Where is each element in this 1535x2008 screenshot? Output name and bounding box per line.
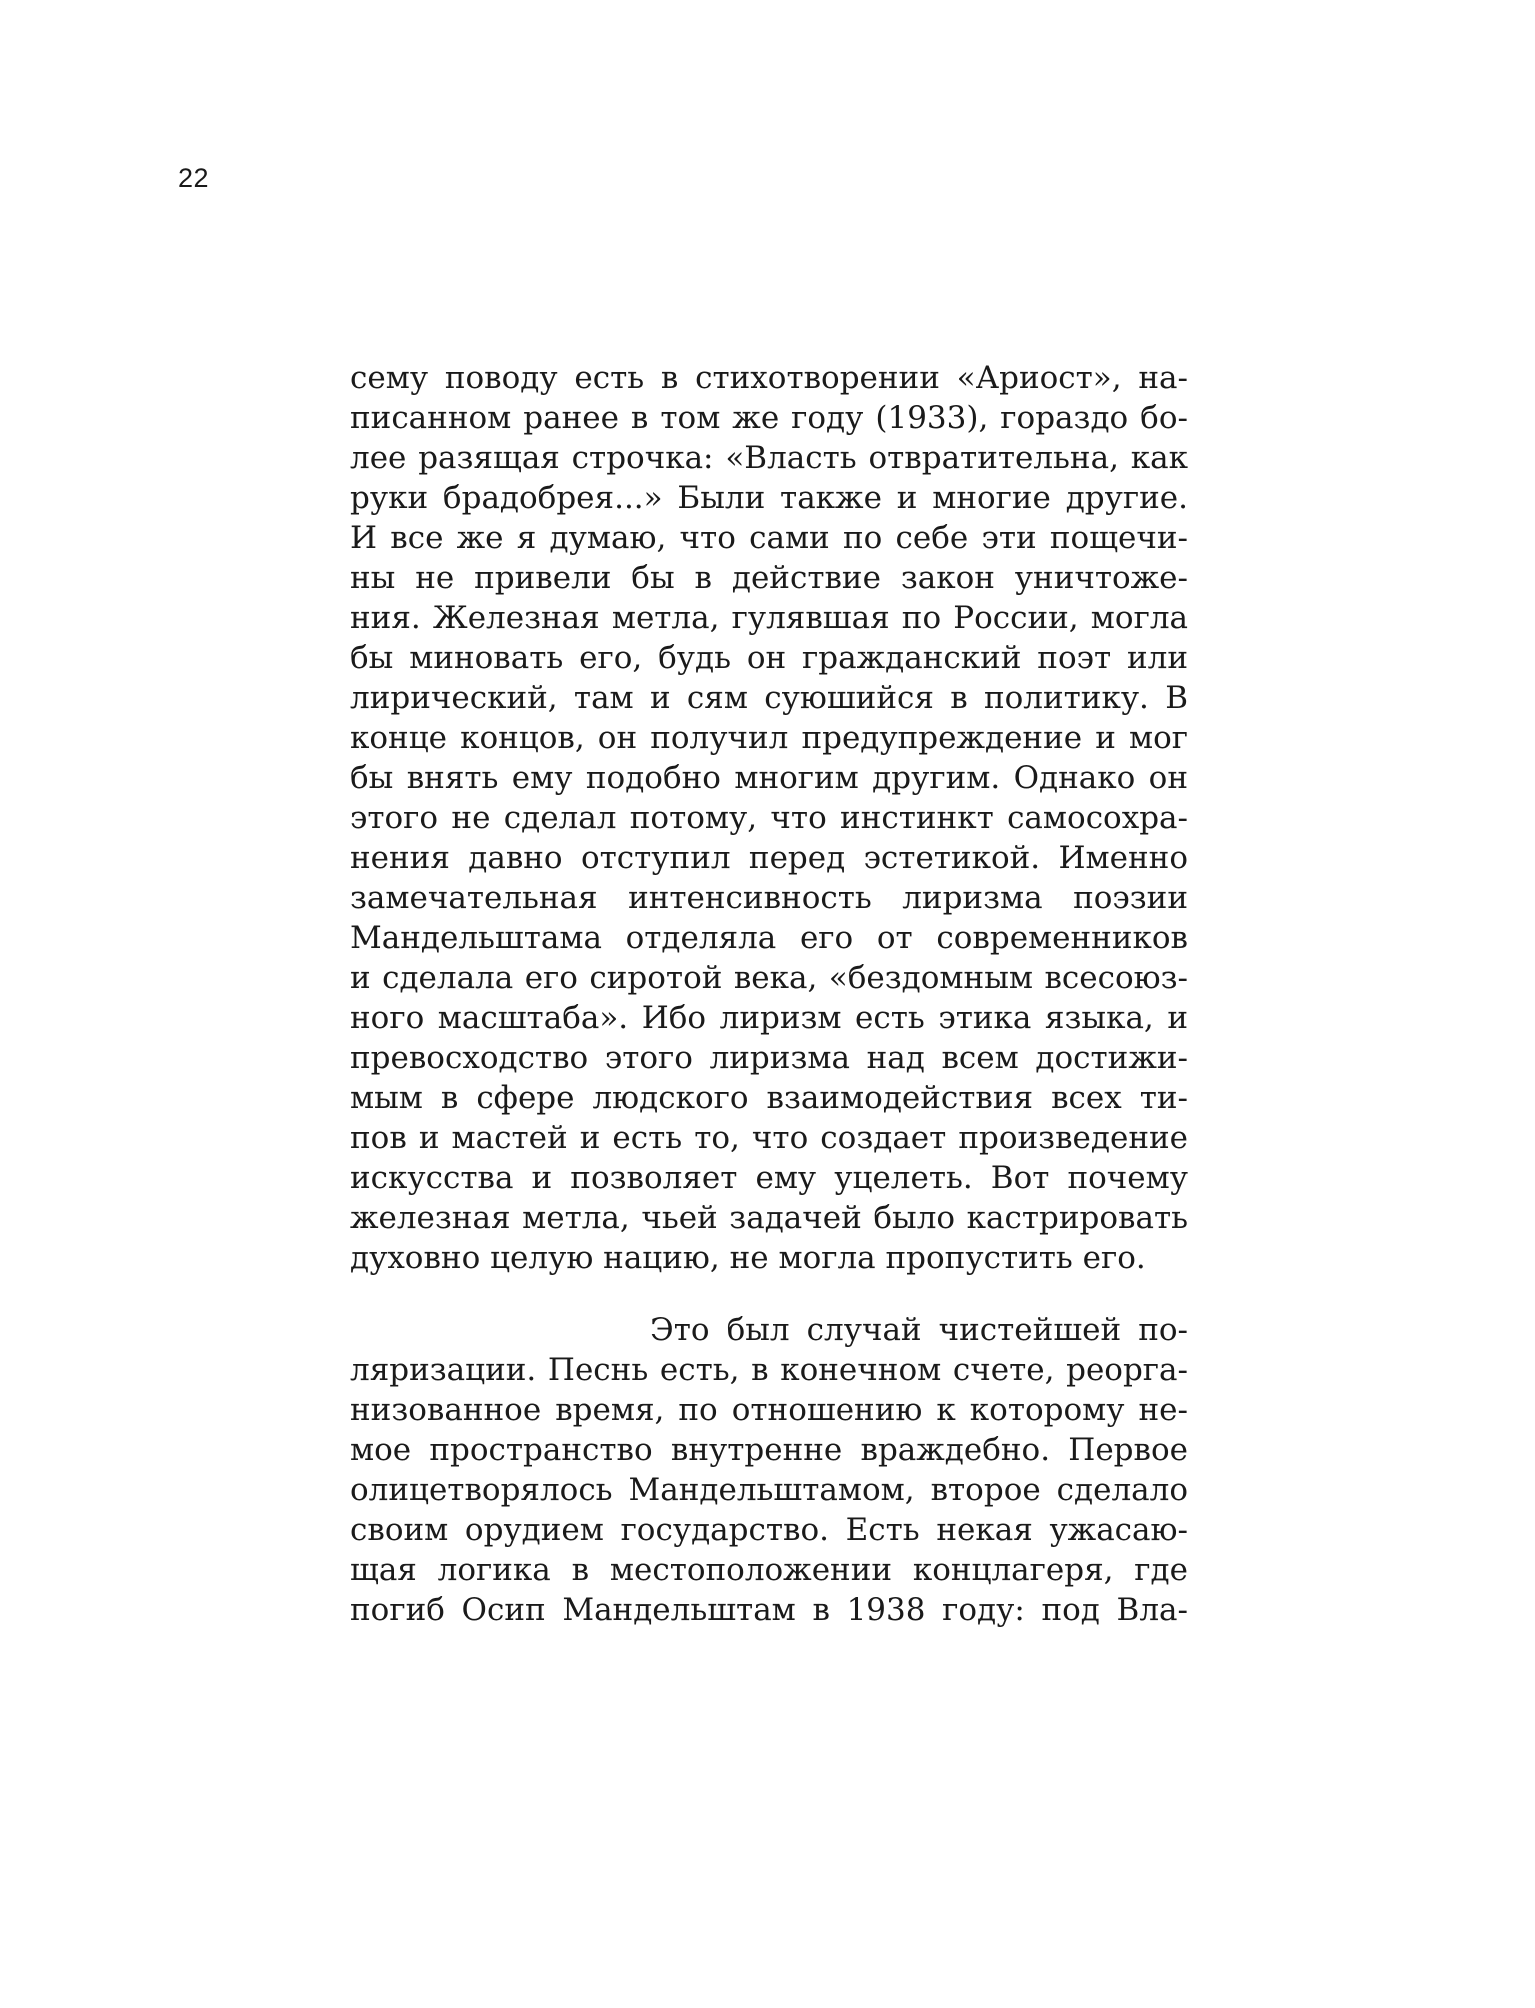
text-line: этого не сделал потому, что инстинкт самосохра- [350,800,1188,836]
text-line: низованное время, по отношению к которому не- [350,1392,1188,1428]
text-line: бы миновать его, будь он гражданский поэт или [350,640,1188,676]
text-line: лее разящая строчка: «Власть отвратительна, как [350,440,1188,476]
text-line: Мандельштама отделяла его от современников [350,920,1188,956]
text-line: нения давно отступил перед эстетикой. Именно [350,840,1188,876]
text-line: железная метла, чьей задачей было кастрировать [350,1200,1188,1236]
text-line: олицетворялось Мандельштамом, второе сделало [350,1472,1188,1508]
text-line: пов и мастей и есть то, что создает произведение [350,1120,1188,1156]
text-line: ны не привели бы в действие закон уничтоже- [350,560,1188,596]
text-line: щая логика в местоположении концлагеря, где [350,1552,1188,1588]
text-line: сему поводу есть в стихотворении «Ариост», на- [350,360,1188,396]
text-line: искусства и позволяет ему уцелеть. Вот почему [350,1160,1188,1196]
text-line: ного масштаба». Ибо лиризм есть этика языка, и [350,1000,1188,1036]
text-line: и сделала его сиротой века, «бездомным всесоюз- [350,960,1188,996]
text-line: ния. Железная метла, гулявшая по России, могла [350,600,1188,636]
text-line: лирический, там и сям суюшийся в политику. В [350,680,1188,716]
page-number: 22 [178,163,210,193]
text-line: погиб Осип Мандельштам в 1938 году: под Вла- [350,1592,1188,1628]
text-line: замечательная интенсивность лиризма поэзии [350,880,1188,916]
text-line: духовно целую нацию, не могла пропустить его. [350,1240,1146,1276]
text-line: своим орудием государство. Есть некая ужасаю- [350,1512,1188,1548]
text-line: бы внять ему подобно многим другим. Однако он [350,760,1188,796]
text-line: мое пространство внутренне враждебно. Первое [350,1432,1188,1468]
paragraph-1 [350,358,1188,1278]
text-line: мым в сфере людского взаимодействия всех ти- [350,1080,1188,1116]
text-line: превосходство этого лиризма над всем достижи- [350,1040,1188,1076]
paragraph-2 [350,1310,1188,1630]
text-line: писанном ранее в том же году (1933), гораздо бо- [350,400,1188,436]
text-line: руки брадобрея...» Были также и многие другие. [350,480,1188,516]
text-line: И все же я думаю, что сами по себе эти пощечи- [350,520,1188,556]
text-line: конце концов, он получил предупреждение и мог [350,720,1188,756]
text-line: ляризации. Песнь есть, в конечном счете, реорга- [350,1352,1188,1388]
text-line: Это был случай чистейшей по- [650,1312,1188,1348]
